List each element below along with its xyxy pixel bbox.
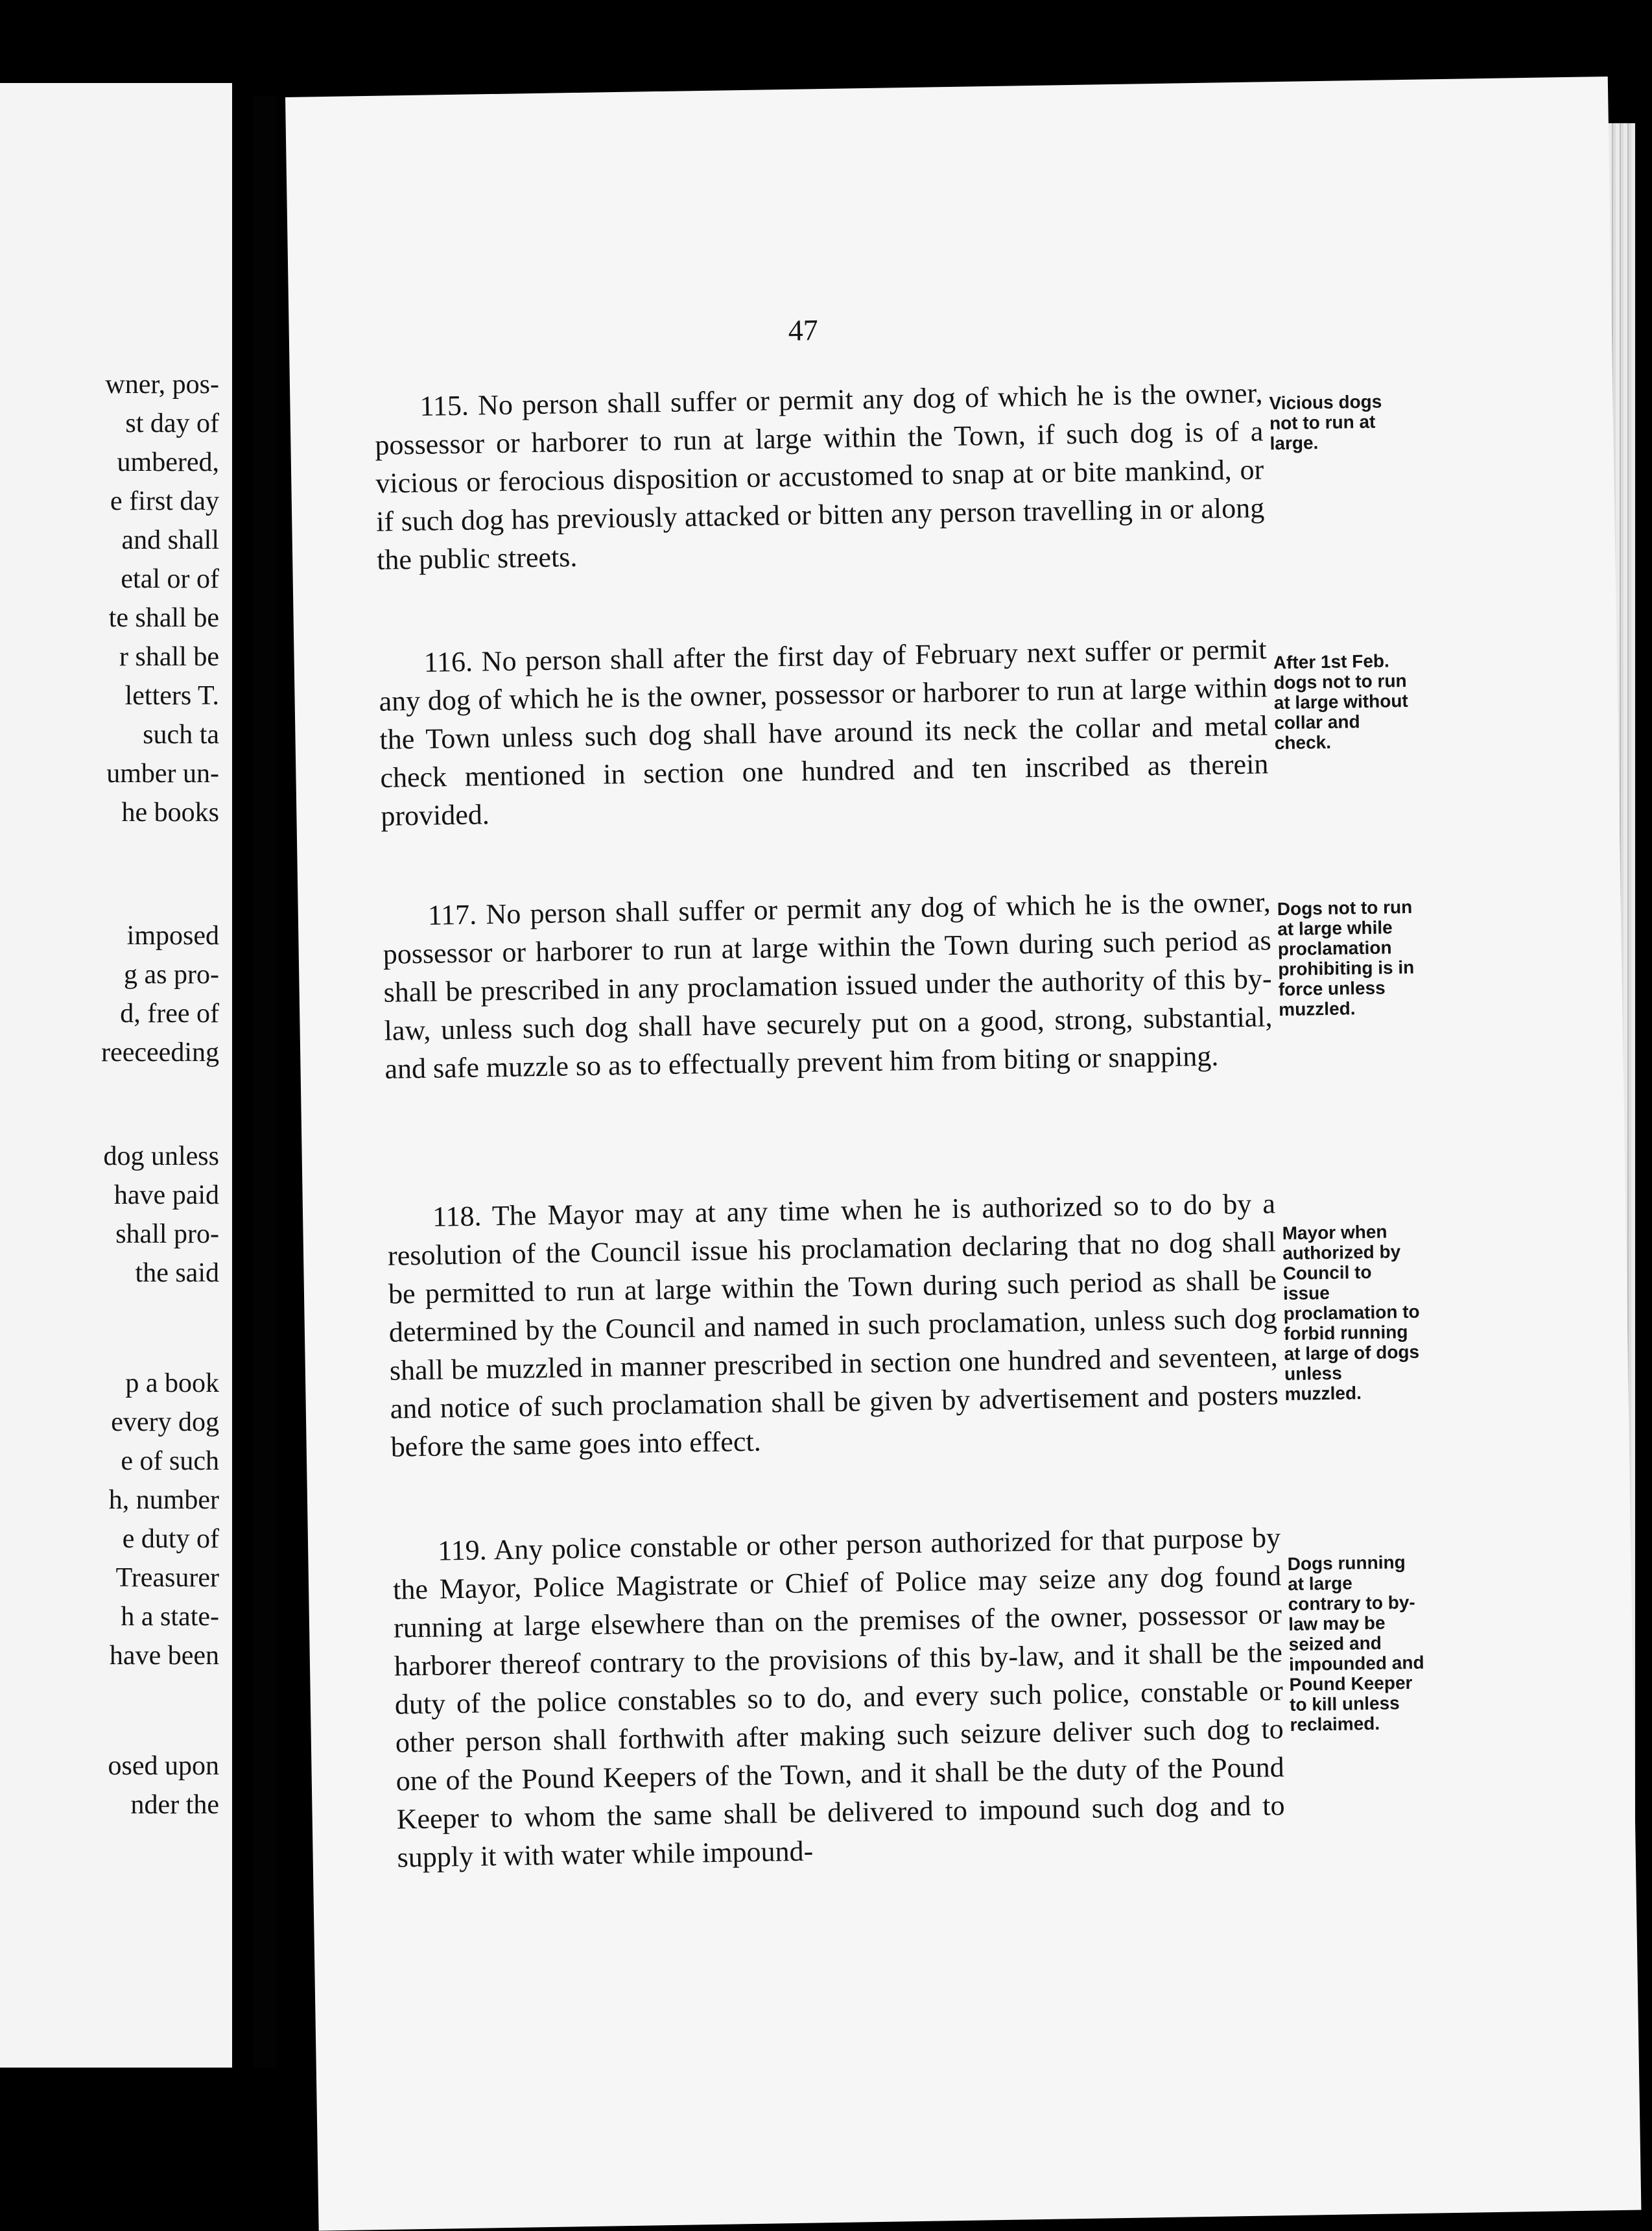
left-page-line: osed upon [108,1751,219,1781]
left-page-line: letters T. [124,681,219,711]
left-page-line: e duty of [122,1524,219,1554]
left-page-line: every dog [111,1407,219,1437]
section-number: 119. [437,1534,487,1567]
margin-note: Dogs running at large contrary to by-law may be seized and impounded and Pound Keeper to kill unless reclaimed. [1287,1552,1424,1735]
section-117 [382,883,1273,1088]
left-page-line: d, free of [120,999,219,1029]
left-page-line: umbered, [117,447,219,477]
section-paragraph [374,374,1265,579]
left-page-line: such ta [143,720,219,750]
left-page-line: nder the [130,1790,219,1820]
left-page-line: e first day [110,486,219,516]
left-page-line: reeceeding [101,1038,219,1068]
left-page-line: h a state- [121,1602,219,1632]
section-text: Any police constable or other person authorized for that purpose by the Mayor, Police Magistrate or Chief of Police may seize any dog found running at large elsewhere than on the premises of the owner, possessor or harborer thereof contrary to the provisions of this by-law, and it shall be the duty of the police constables so to do, and every such police, constable or other person shall forthwith after making such seizure deliver such dog to one of the Pound Keepers of the Town, and it shall be the duty of the Pound Keeper to whom the same shall be delivered to impound such dog and to supply it with water while impound- [392,1521,1285,1874]
left-page-line: umber un- [106,759,219,789]
left-page-line: wner, pos- [105,370,219,400]
section-text: No person shall suffer or permit any dog of which he is the owner, possessor or harborer to run at large within the Town during such period as shall be prescribed in any proclamation issued under the authority of this by-law, unless such dog shall have securely put on a good, strong, substantial, and safe muzzle so as to effectually prevent him from biting or snapping. [383,886,1273,1085]
left-page-line: imposed [126,921,219,951]
left-page-line: g as pro- [124,960,219,990]
left-page-line: p a book [125,1368,219,1398]
left-page-line: and shall [121,525,219,555]
left-page-line: dog unless [103,1141,219,1171]
section-119 [392,1518,1286,1876]
left-page-line: have paid [113,1180,219,1210]
left-page-line: he books [121,798,219,828]
section-118 [387,1184,1279,1466]
section-paragraph [387,1184,1279,1466]
section-116 [378,630,1269,835]
left-page-line: shall pro- [115,1219,219,1249]
section-115 [374,374,1265,579]
section-number: 115. [419,389,469,422]
section-number: 117. [427,898,477,931]
left-page-line: Treasurer [115,1563,219,1593]
margin-note: Mayor when authorized by Council to issue proclamation to forbid running at large of dogs unless muzzled. [1282,1221,1420,1405]
section-number: 118. [432,1200,482,1233]
left-page-line: have been [109,1641,219,1671]
margin-note: Dogs not to run at large while proclamation prohibiting is in force unless muzzled. [1277,896,1415,1020]
book-gutter [254,96,276,2068]
left-page-line: te shall be [108,603,219,633]
margin-note: Vicious dogs not to run at large. [1269,391,1382,454]
left-page-line: the said [135,1258,219,1288]
right-page [285,77,1641,2231]
left-page-line: h, number [108,1485,219,1515]
section-text: No person shall suffer or permit any dog of which he is the owner, possessor or harborer to run at large within the Town, if such dog is of a vicious or ferocious disposition or accustomed to snap at or bite mankind, or if such dog has previously attacked or bitten any person travelling in or along the public streets. [375,377,1265,576]
left-page-line: etal or of [121,564,219,594]
left-page-line: r shall be [119,642,219,672]
page-number: 47 [788,313,819,347]
section-number: 116. [423,645,473,678]
margin-note: After 1st Feb. dogs not to run at large without collar and check. [1273,650,1408,754]
section-paragraph [392,1518,1286,1876]
left-page-line: e of such [121,1446,219,1476]
section-paragraph [378,630,1269,835]
left-page [0,83,232,2068]
section-paragraph [382,883,1273,1088]
left-page-line: st day of [125,409,219,438]
section-text: The Mayor may at any time when he is authorized so to do by a resolution of the Council issue his proclamation declaring that no dog shall be permitted to run at large within the Town during such period as shall be determined by the Council and named in such proclamation, unless such dog shall be muzzled in manner prescribed in section one hundred and seventeen, and notice of such proclamation shall be given by advertisement and posters before the same goes into effect. [387,1187,1279,1463]
section-text: No person shall after the first day of February next suffer or permit any dog of which he is the owner, possessor or harborer to run at large within the Town unless such dog shall have around its neck the collar and metal check mentioned in section one hundred and ten inscribed as therein provided. [379,633,1269,832]
